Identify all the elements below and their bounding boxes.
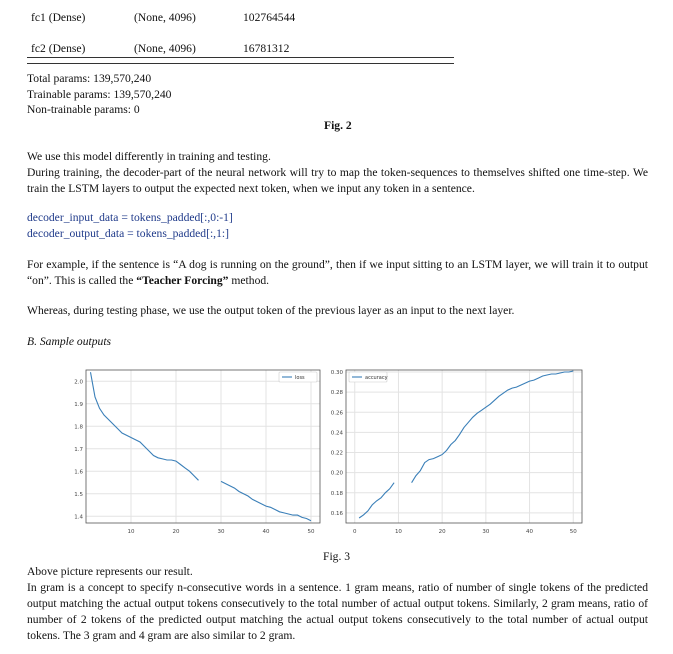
non-trainable-params: Non-trainable params: 0	[27, 103, 140, 116]
total-params: Total params: 139,570,240	[27, 72, 152, 85]
layer-params: 16781312	[243, 42, 290, 55]
x-tick-label: 40	[262, 529, 270, 535]
y-tick-label: 0.22	[330, 450, 343, 457]
y-tick-label: 1.8	[74, 424, 83, 431]
para4: Above picture represents our result.	[27, 565, 193, 578]
x-tick-label: 20	[172, 529, 180, 535]
y-tick-label: 1.9	[74, 401, 83, 408]
x-tick-label: 10	[127, 529, 135, 535]
trainable-params: Trainable params: 139,570,240	[27, 88, 172, 101]
para2-text-b: method.	[228, 274, 270, 287]
plot-frame	[346, 370, 582, 523]
layer-name: fc2 (Dense)	[31, 42, 86, 55]
loss-chart	[64, 366, 324, 546]
para1-body: During training, the decoder-part of the neural network will try to map the token-sequences to themselves shifted one time-step. We train the LSTM layers to output the expected next token, when we input any token in a sentence.	[27, 166, 648, 195]
para3: Whereas, during testing phase, we use the output token of the previous layer as an input to the next layer.	[27, 304, 515, 317]
y-tick-label: 0.16	[330, 510, 343, 517]
legend-label: accuracy	[365, 375, 388, 381]
x-tick-label: 50	[307, 529, 315, 535]
accuracy-chart	[326, 366, 586, 546]
para2	[27, 257, 648, 289]
fig2-caption: Fig. 2	[324, 119, 352, 132]
y-tick-label: 1.5	[74, 491, 83, 498]
para1-first-line: We use this model differently in training and testing.	[27, 150, 271, 163]
x-tick-label: 40	[526, 529, 534, 535]
y-tick-label: 0.28	[330, 390, 343, 397]
y-tick-label: 0.20	[330, 470, 343, 477]
summary-divider	[27, 57, 454, 64]
x-tick-label: 20	[438, 529, 446, 535]
teacher-forcing-term: “Teacher Forcing”	[136, 274, 229, 287]
x-tick-label: 30	[482, 529, 490, 535]
y-tick-label: 1.4	[74, 514, 83, 521]
y-tick-label: 1.7	[74, 446, 83, 453]
code-line-output: decoder_output_data = tokens_padded[:,1:]	[27, 227, 229, 240]
y-tick-label: 2.0	[74, 379, 83, 386]
para2-text-a: For example, if the sentence is “A dog is running on the ground”, then if we input sitting to an LSTM layer, we will train it to output “on”. This is called the	[27, 258, 648, 287]
para5: In gram is a concept to specify n-consecutive words in a sentence. 1 gram means, ratio of number of single tokens of the predicted output matching the actual output tokens consecutively to the total number of actual output tokens. Similarly, 2 gram means, ratio of number of 2 tokens of the predicted output matching the actual output tokens consecutively to the total number of actual output tokens. The 3 gram and 4 gram are also similar to 2 gram.	[27, 581, 648, 642]
code-line-input: decoder_input_data = tokens_padded[:,0:-1]	[27, 211, 233, 224]
fig3-caption: Fig. 3	[323, 550, 351, 563]
series-line-accuracy	[412, 371, 574, 483]
x-tick-label: 50	[569, 529, 577, 535]
x-tick-label: 0	[352, 529, 357, 535]
layer-name: fc1 (Dense)	[31, 11, 86, 24]
y-tick-label: 0.18	[330, 490, 343, 497]
layer-shape: (None, 4096)	[134, 11, 196, 24]
plot-frame	[86, 370, 320, 523]
y-tick-label: 0.30	[330, 370, 343, 377]
section-heading: B. Sample outputs	[27, 335, 112, 348]
y-tick-label: 0.26	[330, 410, 343, 417]
legend-label: loss	[295, 375, 305, 381]
layer-params: 102764544	[243, 11, 296, 24]
y-tick-label: 1.6	[74, 469, 83, 476]
x-tick-label: 10	[394, 529, 402, 535]
x-tick-label: 30	[217, 529, 225, 535]
y-tick-label: 0.24	[330, 430, 343, 437]
layer-shape: (None, 4096)	[134, 42, 196, 55]
